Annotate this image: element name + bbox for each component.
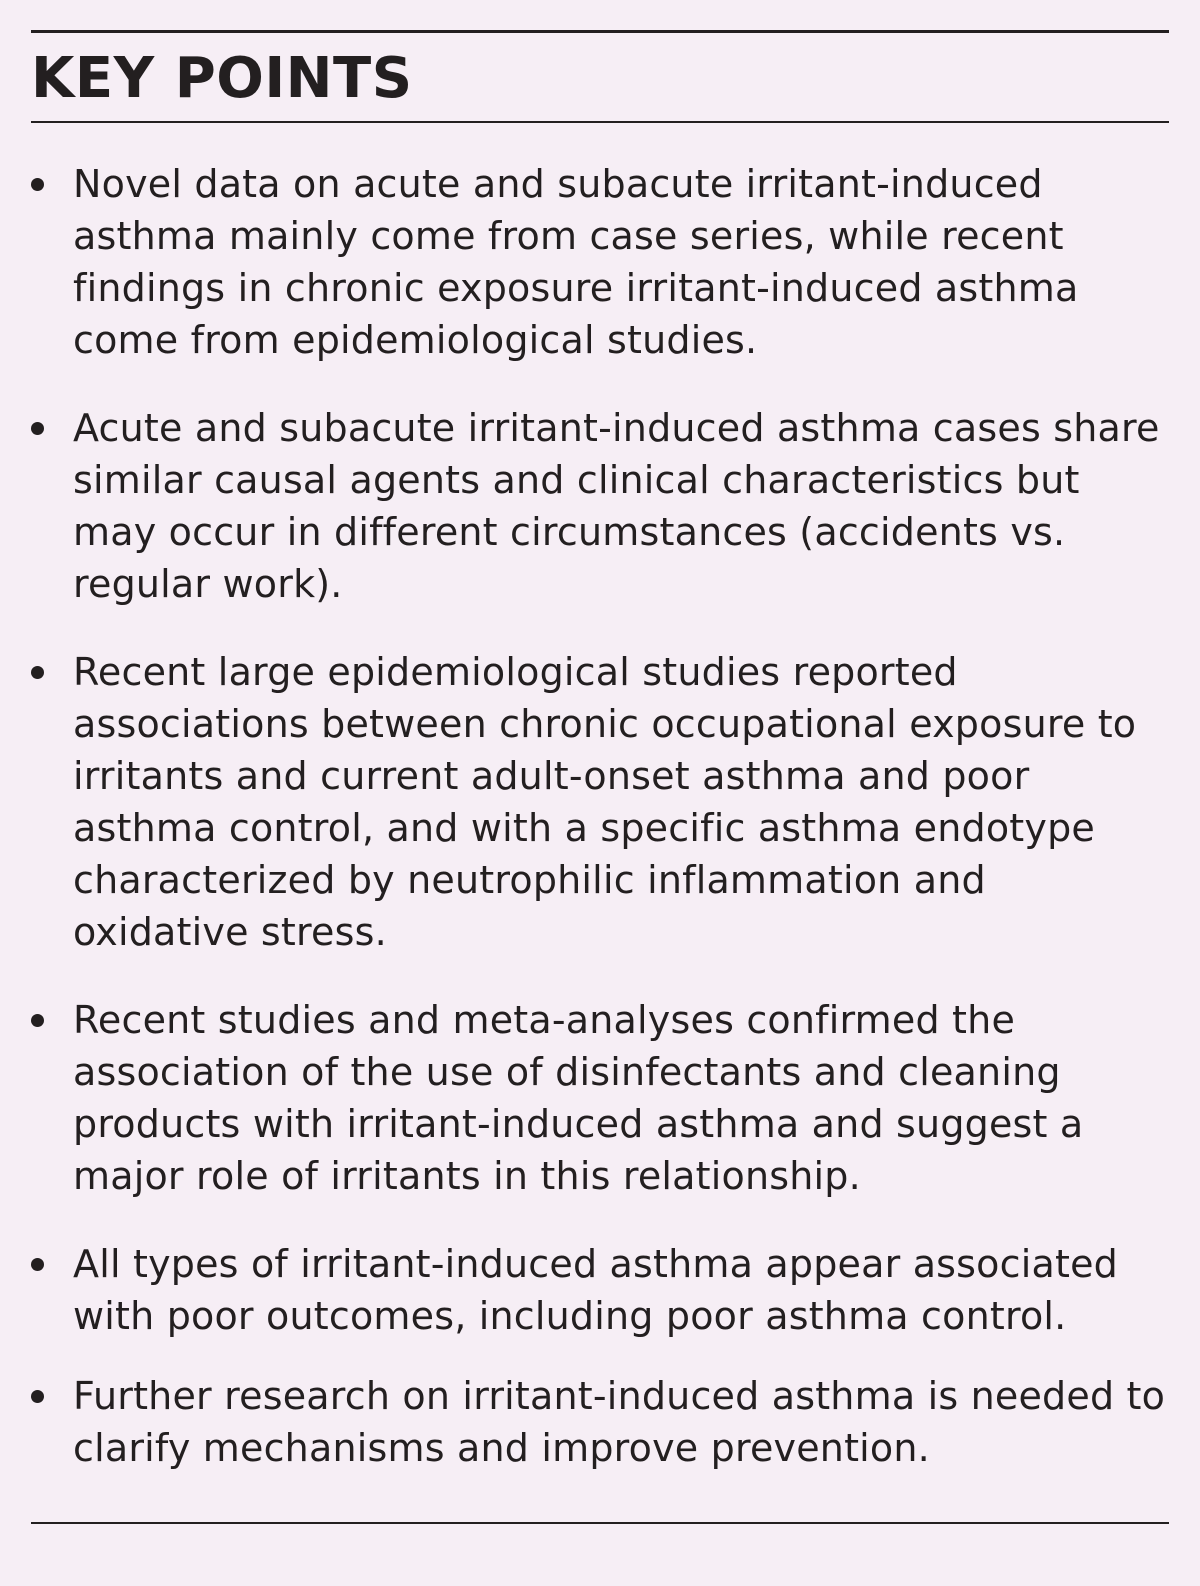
- key-point-line: major role of irritants in this relationship.: [73, 1154, 861, 1198]
- key-point-line: Novel data on acute and subacute irritant-induced: [73, 162, 1043, 206]
- key-point-line: irritants and current adult-onset asthma and poor: [73, 754, 1030, 798]
- key-point-item: [31, 646, 1169, 958]
- bullet-icon: [31, 1258, 44, 1271]
- heading-rule: [31, 121, 1169, 123]
- key-point-line: associations between chronic occupational exposure to: [73, 702, 1137, 746]
- bullet-icon: [31, 666, 44, 679]
- bullet-icon: [31, 422, 44, 435]
- top-rule: [31, 30, 1169, 33]
- key-point-line: regular work).: [73, 562, 343, 606]
- key-points-heading: KEY POINTS: [31, 46, 413, 111]
- key-point-line: clarify mechanisms and improve prevention.: [73, 1426, 930, 1470]
- key-point-item: [31, 1370, 1169, 1474]
- key-points-list: [31, 158, 1169, 1510]
- key-point-line: asthma mainly come from case series, while recent: [73, 214, 1064, 258]
- key-point-line: come from epidemiological studies.: [73, 318, 758, 362]
- key-point-line: characterized by neutrophilic inflammation and: [73, 858, 986, 902]
- key-point-line: Acute and subacute irritant-induced asthma cases share: [73, 406, 1160, 450]
- key-point-line: may occur in different circumstances (accidents vs.: [73, 510, 1066, 554]
- key-point-line: Recent large epidemiological studies reported: [73, 650, 958, 694]
- key-point-line: Recent studies and meta-analyses confirmed the: [73, 998, 1016, 1042]
- bullet-icon: [31, 178, 44, 191]
- bullet-icon: [31, 1390, 44, 1403]
- key-point-line: products with irritant-induced asthma and suggest a: [73, 1102, 1084, 1146]
- key-point-line: Further research on irritant-induced asthma is needed to: [73, 1374, 1166, 1418]
- key-point-line: oxidative stress.: [73, 910, 387, 954]
- key-point-item: [31, 158, 1169, 366]
- key-point-line: with poor outcomes, including poor asthma control.: [73, 1294, 1067, 1338]
- key-point-item: [31, 1238, 1169, 1342]
- key-point-line: All types of irritant-induced asthma appear associated: [73, 1242, 1118, 1286]
- bottom-rule: [31, 1522, 1169, 1524]
- key-point-line: asthma control, and with a specific asthma endotype: [73, 806, 1095, 850]
- key-point-line: association of the use of disinfectants and cleaning: [73, 1050, 1061, 1094]
- bullet-icon: [31, 1014, 44, 1027]
- key-point-line: findings in chronic exposure irritant-induced asthma: [73, 266, 1079, 310]
- key-point-item: [31, 994, 1169, 1202]
- key-point-line: similar causal agents and clinical characteristics but: [73, 458, 1080, 502]
- key-point-item: [31, 402, 1169, 610]
